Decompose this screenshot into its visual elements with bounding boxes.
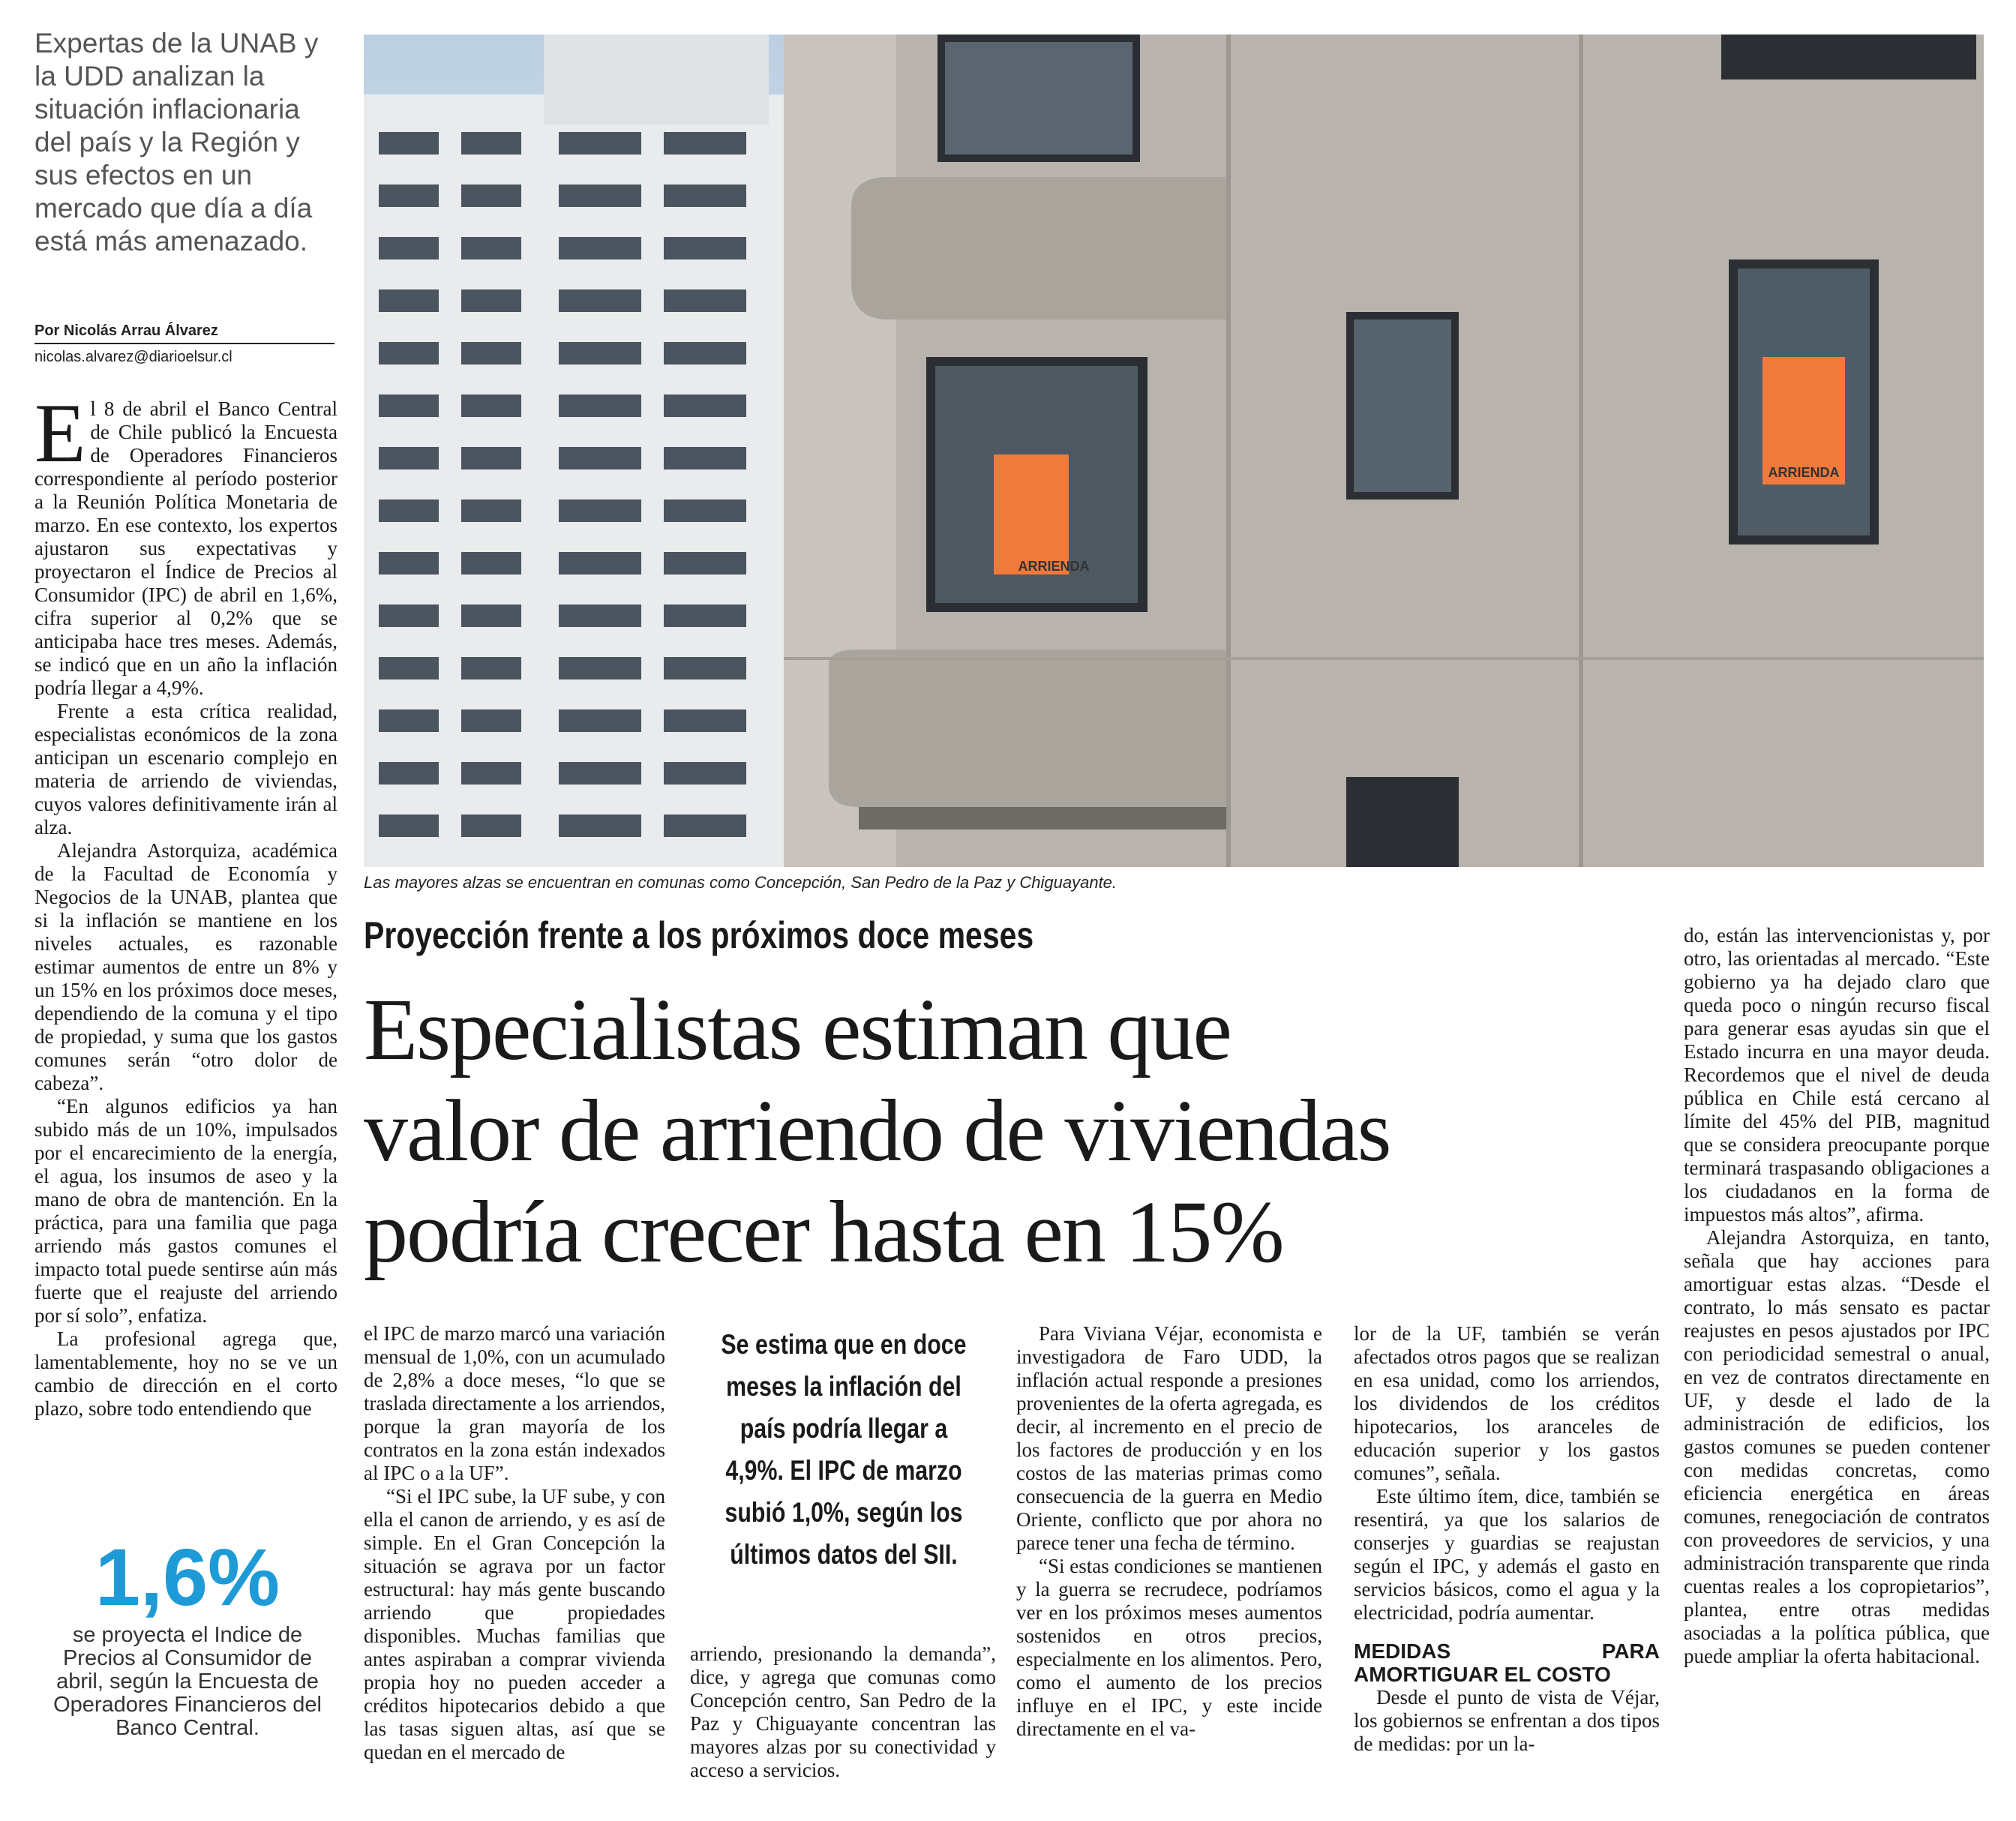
- col1-paragraph-4: “En algunos edificios ya han subido más de un 10%, impulsados por el encarecimiento de la energía, el agua, los insumos de aseo y la mano de obra de mantención. En la práctica, para una familia que paga arriendo más gastos comunes el impacto total puede sentirse aún más fuerte que el reajuste del arriendo por sí solo”, enfatiza.: [34, 1095, 338, 1327]
- col5-paragraph-1: lor de la UF, también se verán afectados otros pagos que se realizan en esa unidad, como los arriendos, los dividendos de los créditos hipotecarios, los aranceles de educación superior y los gastos comunes”, señala.: [1354, 1322, 1660, 1484]
- col1-paragraph-3: Alejandra Astorquiza, académica de la Facultad de Economía y Negocios de la UNAB, plantea que si la inflación se mantiene en los niveles actuales, es razonable estimar aumentos de entre un 8% y un 15% en los próximos doce meses, dependiendo de la comuna y el tipo de propiedad, y suma que los gastos comunes serán “otro dolor de cabeza”.: [34, 839, 338, 1094]
- drop-cap: E: [34, 387, 86, 480]
- col4-paragraph-1: Para Viviana Véjar, economista e investigadora de Faro UDD, la inflación actual responde a presiones provenientes de la oferta agregada, es decir, al incremento en el precio de los factores de producción y en los costos de las materias primas como consecuencia de la guerra en Medio Oriente, conflicto que por ahora no parece tener una fecha de término.: [1016, 1322, 1322, 1554]
- photo: [364, 34, 1984, 867]
- lede-block: [34, 27, 334, 258]
- col5-paragraph-2: Este último ítem, dice, también se resentirá, ya que los salarios de conserjes y guardias se reajustan según el IPC, y además el gasto en servicios básicos, como el agua y la electricidad, podría aumentar.: [1354, 1485, 1660, 1624]
- subhead: MEDIDAS PARA AMORTIGUAR EL COSTO: [1354, 1640, 1660, 1686]
- stat-number: 1,6%: [94, 1532, 280, 1622]
- author-email: nicolas.alvarez@diarioelsur.cl: [34, 349, 232, 365]
- column-6: [1684, 924, 1990, 1668]
- col1-paragraph-2: Frente a esta crítica realidad, especialistas económicos de la zona anticipan un escenario complejo en materia de arriendo de viviendas, cuyos valores definitivamente irán al alza.: [34, 700, 338, 838]
- headline-line-1: Especialistas estiman que: [364, 980, 1231, 1078]
- headline-line-2: valor de arriendo de viviendas: [364, 1082, 1390, 1180]
- sign-text-1: ARRIENDA: [1018, 559, 1090, 574]
- pull-quote-text: Se estima que en doce meses la inflación del país podría llegar a 4,9%. El IPC de marzo subió 1,0%, según los últimos datos del SII.: [721, 1329, 967, 1570]
- lede: Expertas de la UNAB y la UDD analizan la situación inflacionaria del país y la Región y sus efectos en un mercado que día a día está más amenazado.: [34, 28, 319, 256]
- column-5: [1354, 1322, 1660, 1756]
- column-4: [1016, 1322, 1322, 1741]
- column-3: [690, 1642, 996, 1782]
- stat-box: [45, 1530, 330, 1740]
- photo-caption: Las mayores alzas se encuentran en comunas como Concepción, San Pedro de la Paz y Chiguayante.: [364, 873, 1118, 892]
- byline: Por Nicolás Arrau Álvarez: [34, 322, 334, 344]
- col6-paragraph-1: do, están las intervencionistas y, por otro, las orientadas al mercado. “Este gobierno ya ha dejado claro que queda poco o ningún recurso fiscal para generar esas ayudas sin que el Estado incurra en una mayor deuda. Recordemos que el nivel de deuda pública en Chile está cercano al límite del 45% del PIB, magnitud que se considera preocupante porque terminará traspasando obligaciones a los ciudadanos en la forma de impuestos más altos”, afirma.: [1684, 924, 1990, 1226]
- building-photo: [364, 34, 1984, 867]
- kicker: Proyección frente a los próximos doce meses: [364, 914, 1034, 956]
- byline-block: [34, 322, 334, 366]
- col2-paragraph-2: “Si el IPC sube, la UF sube, y con ella el canon de arriendo, y es así de simple. En el Gran Concepción la situación se agrava por un factor estructural: hay más gente buscando arriendo que propiedades disponibles. Muchas familias que antes aspiraban a comprar vivienda propia hoy no pueden acceder a créditos hipotecarios debido a que las tasas siguen altas, así que se quedan en el mercado de: [364, 1485, 665, 1763]
- headline: [364, 979, 1676, 1282]
- col1-paragraph-5: La profesional agrega que, lamentablemente, hoy no se ve un cambio de dirección en el corto plazo, sobre todo entendiendo que: [34, 1328, 338, 1420]
- col6-paragraph-2: Alejandra Astorquiza, en tanto, señala que hay acciones para amortiguar estas alzas. “Desde el contrato, lo más sensato es pactar reajustes en pesos ajustados por IPC con periodicidad semestral o anual, en vez de contratos directamente en UF, y desde el lado de la administración de edificios, los gastos comunes se pueden contener con medidas concretas, como eficiencia energética en áreas comunes, renegociación de contratos con proveedores de servicios, y una administración transparente que rinda cuentas reales a los copropietarios”, plantea, entre otras medidas asociadas a la política pública, que puede ampliar la oferta habitacional.: [1684, 1226, 1990, 1667]
- stat-description: se proyecta el Indice de Precios al Consumidor de abril, según la Encuesta de Operadores Financieros del Banco Central.: [53, 1623, 322, 1740]
- column-2: [364, 1322, 665, 1764]
- col1-paragraph-1: [34, 387, 338, 700]
- headline-line-3: podría crecer hasta en 15%: [364, 1183, 1283, 1281]
- pull-quote: [686, 1324, 1001, 1576]
- col5-paragraph-3: Desde el punto de vista de Véjar, los gobiernos se enfrentan a dos tipos de medidas: por un la-: [1354, 1686, 1660, 1755]
- col1-p1-text: l 8 de abril el Banco Central de Chile publicó la Encuesta de Operadores Financieros correspondiente al período posterior a la Reunión Política Monetaria de marzo. En ese contexto, los expertos ajustaron sus expectativas y proyectaron el Índice de Precios al Consumidor (IPC) de abril en 1,6%, cifra superior al 0,2% que se anticipaba hace tres meses. Además, se indicó que en un año la inflación podría llegar a 4,9%.: [34, 398, 338, 699]
- column-1: [34, 387, 338, 1420]
- col4-paragraph-2: “Si estas condiciones se mantienen y la guerra se recrudece, podríamos ver en los próximos meses aumentos sostenidos en otros precios, especialmente en los alimentos. Pero, como el aumento de los precios influye en el IPC, y este incide directamente en el va-: [1016, 1555, 1322, 1740]
- col3-paragraph-1: arriendo, presionando la demanda”, dice, y agrega que comunas como Concepción centro, San Pedro de la Paz y Chiguayante concentran las mayores alzas por su conectividad y acceso a servicios.: [690, 1642, 996, 1781]
- sign-text-2: ARRIENDA: [1768, 465, 1840, 480]
- col2-paragraph-1: el IPC de marzo marcó una variación mensual de 1,0%, con un acumulado de 2,8% a doce meses, “lo que se traslada directamente a los arriendos, porque la gran mayoría de los contratos en la zona están indexados al IPC o a la UF”.: [364, 1322, 665, 1484]
